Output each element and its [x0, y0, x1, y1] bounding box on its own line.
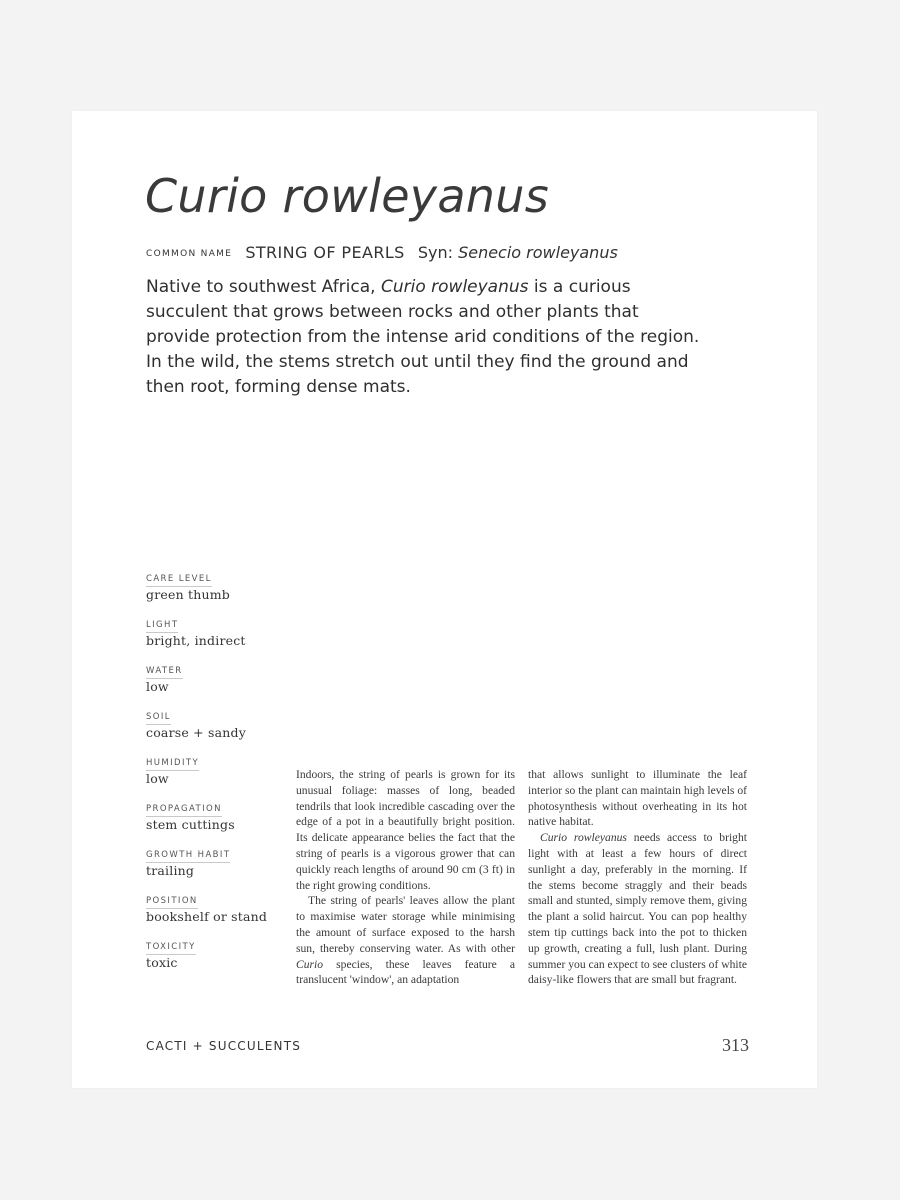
body-text: needs access to bright light with at least a few hours of direct sunlight a day, preferably in the morning. If the stems become straggly and their beads small and stunted, simply remove them, giving the plant a solid haircut. You can pop healthy stem tip cuttings back into the pot to thicken up growth, creating a full, lush plant. During summer you can expect to see clusters of white daisy-like flowers that are small but fragrant. — [528, 831, 747, 987]
spec-label: SOIL — [146, 712, 171, 725]
spec-toxicity — [146, 934, 296, 971]
spec-value: coarse + sandy — [146, 725, 246, 740]
common-name: STRING OF PEARLS — [245, 243, 405, 262]
spec-light — [146, 612, 296, 649]
spec-label: POSITION — [146, 896, 198, 909]
spec-value: bright, indirect — [146, 633, 246, 648]
page-number: 313 — [722, 1035, 749, 1055]
spec-soil — [146, 704, 296, 741]
body-column-2 — [528, 767, 747, 988]
intro-part2: is a curious succulent that grows between rocks and other plants that provide protection from the intense arid conditions of the region. In the wild, the stems stretch out until they find the ground and then root, forming dense mats. — [146, 277, 700, 397]
spec-value: green thumb — [146, 587, 230, 602]
body-paragraph: Indoors, the string of pearls is grown for its unusual foliage: masses of long, beaded tendrils that look incredible cascading over the edge of a pot in a beautifully bright position. Its delicate appearance belies the fact that the string of pearls is a vigorous grower that can quickly reach lengths of around 90 cm (3 ft) in the right growing conditions. — [296, 768, 515, 892]
common-name-line — [146, 243, 618, 262]
spec-label: TOXICITY — [146, 942, 196, 955]
spec-position — [146, 888, 296, 925]
spec-humidity — [146, 750, 296, 787]
synonym-name: Senecio rowleyanus — [458, 243, 618, 262]
spec-value: low — [146, 679, 169, 694]
body-paragraph — [296, 893, 515, 988]
intro-part1: Native to southwest Africa, — [146, 277, 381, 297]
synonym-prefix: Syn: — [417, 243, 459, 262]
page-title: Curio rowleyanus — [145, 169, 549, 223]
intro-paragraph — [146, 275, 706, 400]
body-text: The string of pearls' leaves allow the plant to maximise water storage while minimising the amount of surface exposed to the harsh sun, thereby conserving water. As with other — [296, 894, 515, 955]
body-paragraph — [528, 830, 747, 988]
book-page — [72, 111, 817, 1088]
spec-propagation — [146, 796, 296, 833]
spec-label: HUMIDITY — [146, 758, 199, 771]
intro-italic: Curio rowleyanus — [380, 277, 529, 297]
body-text: species, these leaves feature a translucent 'window', an adaptation — [296, 957, 515, 987]
spec-value: trailing — [146, 863, 195, 878]
spec-water — [146, 658, 296, 695]
body-paragraph: that allows sunlight to illuminate the leaf interior so the plant can maintain high levels of photosynthesis without overheating in its hot native habitat. — [528, 768, 747, 829]
common-name-label: COMMON NAME — [146, 249, 233, 259]
spec-value: stem cuttings — [146, 817, 235, 832]
section-footer: CACTI + SUCCULENTS — [146, 1039, 302, 1053]
body-column-1 — [296, 767, 515, 988]
spec-label: PROPAGATION — [146, 804, 222, 817]
spec-growth-habit — [146, 842, 296, 879]
synonym — [418, 243, 618, 262]
spec-label: WATER — [146, 666, 183, 679]
spec-label: GROWTH HABIT — [146, 850, 230, 863]
care-specs — [146, 566, 296, 980]
body-italic: Curio rowleyanus — [540, 831, 627, 845]
spec-value: low — [146, 771, 169, 786]
spec-value: bookshelf or stand — [146, 909, 268, 924]
spec-value: toxic — [146, 955, 178, 970]
spec-care-level — [146, 566, 296, 603]
body-italic: Curio — [296, 957, 324, 971]
spec-label: CARE LEVEL — [146, 574, 212, 587]
spec-label: LIGHT — [146, 620, 178, 633]
